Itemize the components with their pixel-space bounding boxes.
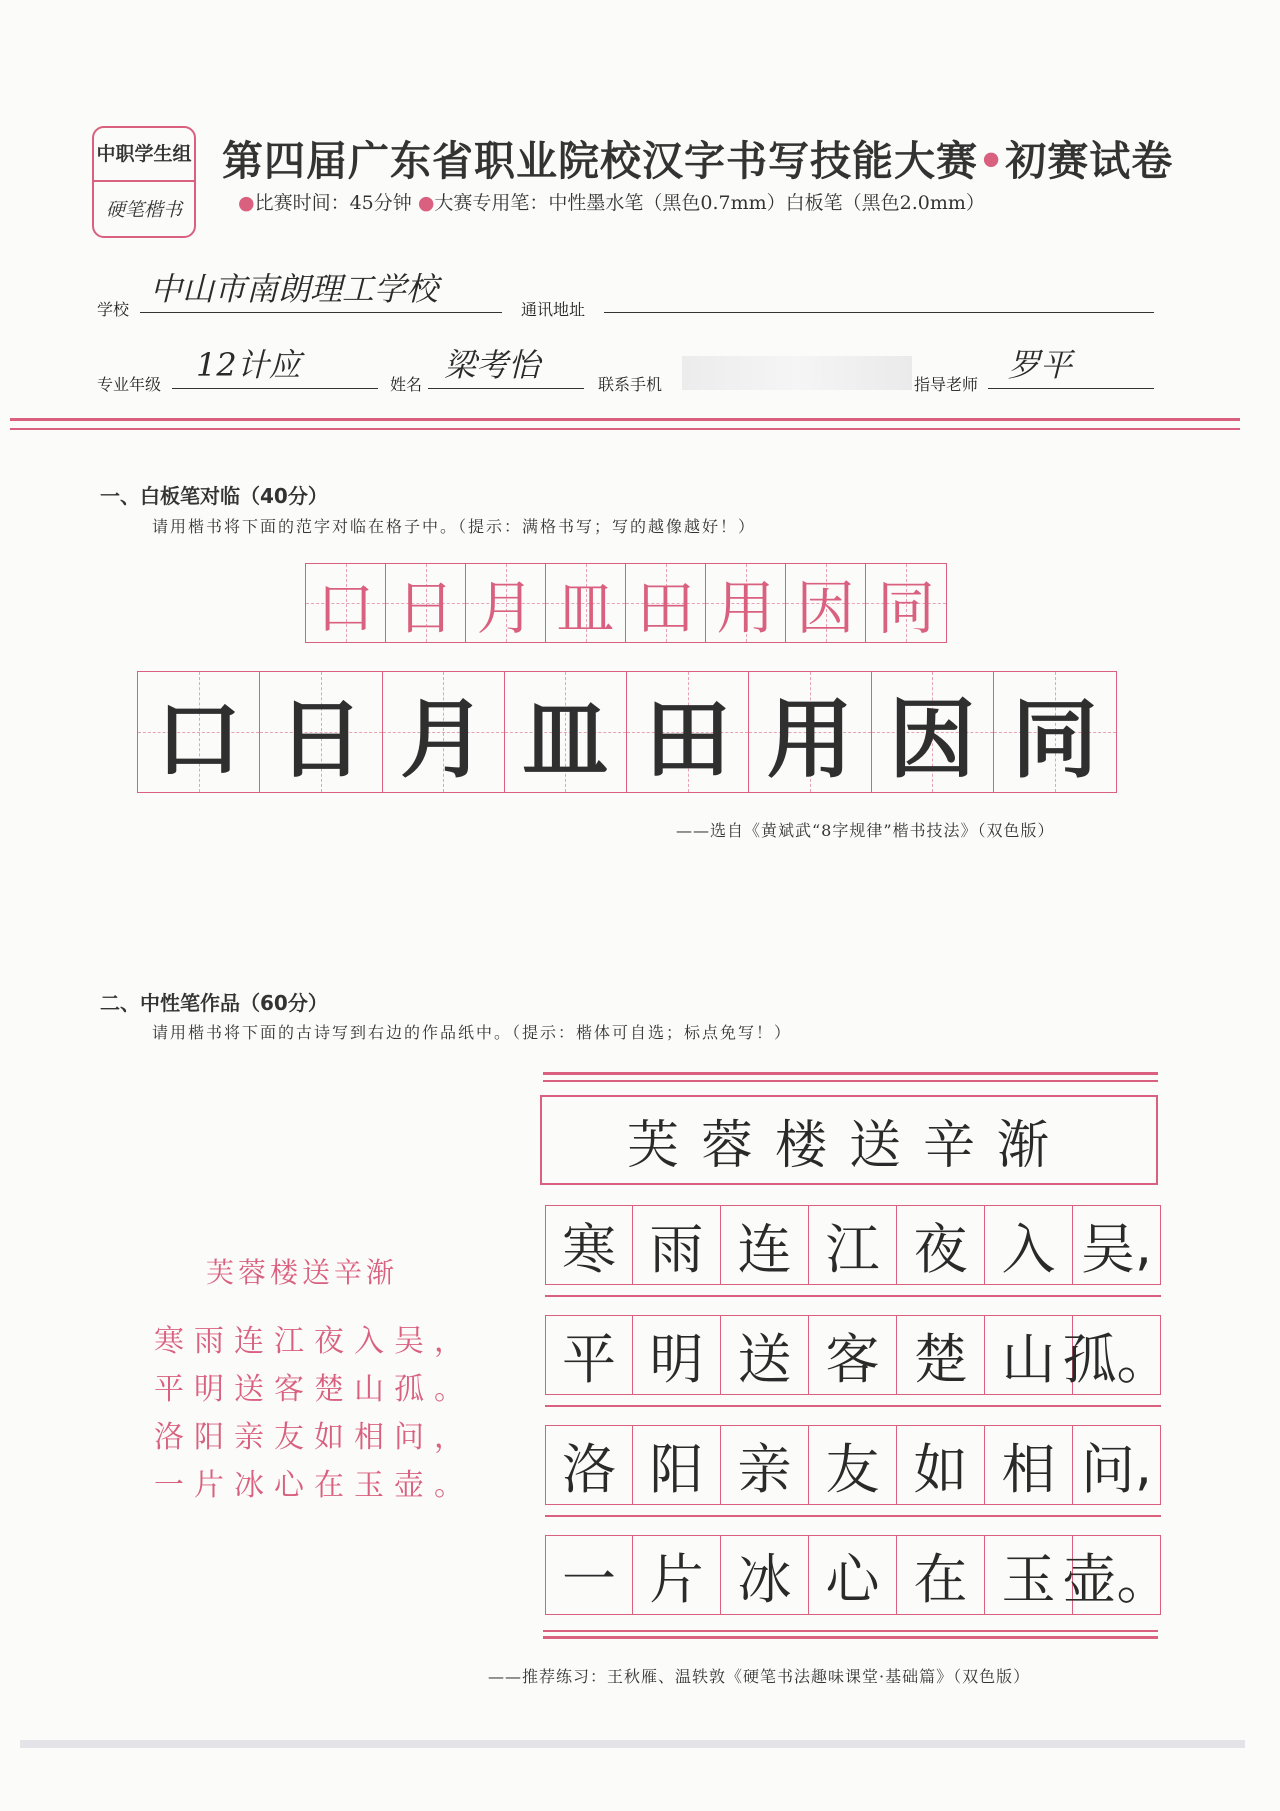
work-top-border <box>543 1072 1158 1075</box>
work-title-box[interactable] <box>540 1095 1158 1185</box>
work-char: 夜 <box>913 1217 968 1281</box>
work-cell[interactable] <box>897 1315 985 1395</box>
model-char: 田 <box>636 574 695 642</box>
address-field[interactable] <box>604 272 1154 313</box>
work-char: 玉 <box>1001 1547 1056 1611</box>
section1-instruction: 请用楷书将下面的范字对临在格子中。（提示：满格书写；写的越像越好！） <box>152 517 757 536</box>
work-cell[interactable] <box>985 1535 1073 1615</box>
section2-citation: ——推荐练习：王秋雁、温轶敦《硬笔书法趣味课堂·基础篇》（双色版） <box>488 1667 1031 1686</box>
model-char: 皿 <box>556 574 615 642</box>
title-dot: • <box>978 137 1006 185</box>
row-separator <box>545 1515 1161 1517</box>
title-part2: 初赛试卷 <box>1005 137 1174 185</box>
work-char: 明 <box>649 1327 704 1391</box>
category-badge <box>92 126 196 238</box>
written-char: 口 <box>155 690 242 790</box>
work-char: 问 <box>1080 1437 1135 1501</box>
written-char: 月 <box>400 690 487 790</box>
bullet-icon: ● <box>238 192 255 214</box>
work-char: 阳 <box>649 1437 704 1501</box>
section1-heading: 一、白板笔对临（40分） <box>100 484 328 508</box>
work-top-border-thin <box>543 1080 1158 1082</box>
exam-info <box>238 188 985 215</box>
header-divider-thin <box>10 428 1240 430</box>
work-cell[interactable] <box>545 1425 633 1505</box>
writing-cell[interactable] <box>627 672 749 792</box>
work-char: 寒 <box>562 1217 616 1281</box>
work-cell[interactable] <box>809 1535 897 1615</box>
work-punct: 。 <box>1116 1327 1171 1391</box>
school-field[interactable] <box>140 272 502 313</box>
exam-time: 比赛时间：45分钟 <box>254 192 412 214</box>
work-cell[interactable] <box>633 1205 721 1285</box>
model-char: 日 <box>396 574 455 642</box>
work-row[interactable] <box>545 1535 1171 1615</box>
work-cell[interactable] <box>721 1425 809 1505</box>
work-char: 洛 <box>562 1437 616 1501</box>
work-char: 相 <box>1001 1437 1056 1501</box>
work-cell[interactable] <box>633 1425 721 1505</box>
written-char: 因 <box>889 690 976 790</box>
phone-label: 联系手机 <box>598 375 663 394</box>
address-label: 通讯地址 <box>521 300 586 319</box>
name-value: 梁考怡 <box>444 346 541 384</box>
work-punct: 。 <box>1116 1547 1171 1611</box>
model-cell <box>386 564 466 642</box>
work-char: 送 <box>737 1327 792 1391</box>
work-char: 片 <box>649 1547 704 1611</box>
work-char: 吴 <box>1080 1217 1135 1281</box>
school-label: 学校 <box>97 300 130 319</box>
bullet-icon: ● <box>417 192 435 214</box>
writing-cell[interactable] <box>138 672 260 792</box>
written-char: 田 <box>644 690 731 790</box>
name-label: 姓名 <box>390 375 423 394</box>
work-char: 入 <box>1001 1217 1056 1281</box>
work-char: 如 <box>913 1437 968 1501</box>
writing-cell[interactable] <box>260 672 382 792</box>
written-char: 日 <box>277 690 364 790</box>
row-separator <box>545 1405 1161 1407</box>
written-char: 用 <box>766 690 853 790</box>
writing-cell[interactable] <box>749 672 871 792</box>
model-cell <box>546 564 626 642</box>
work-char: 在 <box>913 1547 968 1611</box>
section2-heading: 二、中性笔作品（60分） <box>100 991 328 1015</box>
model-cell <box>706 564 786 642</box>
work-char: 冰 <box>737 1547 792 1611</box>
work-cell[interactable] <box>545 1535 633 1615</box>
work-char: 连 <box>737 1217 792 1281</box>
work-cell[interactable] <box>985 1425 1073 1505</box>
work-char: 壶 <box>1062 1547 1117 1611</box>
model-cell <box>306 564 386 642</box>
work-char: 山 <box>1001 1327 1056 1391</box>
work-cell[interactable] <box>545 1205 633 1285</box>
work-char: 雨 <box>649 1217 704 1281</box>
work-cell[interactable] <box>1062 1535 1171 1615</box>
major-value: 12计应 <box>196 346 301 384</box>
work-char: 孤 <box>1062 1327 1117 1391</box>
row-separator <box>545 1295 1161 1297</box>
work-char: 客 <box>825 1327 880 1391</box>
poem-title: 芙蓉楼送辛渐 <box>206 1256 399 1289</box>
model-char: 因 <box>796 574 855 642</box>
model-cell <box>466 564 546 642</box>
written-char: 同 <box>1011 690 1098 790</box>
work-cell[interactable] <box>1073 1425 1161 1505</box>
work-cell[interactable] <box>985 1315 1073 1395</box>
model-char: 月 <box>476 574 535 642</box>
work-row[interactable] <box>545 1425 1161 1505</box>
work-char: 江 <box>825 1217 880 1281</box>
model-cell <box>626 564 706 642</box>
written-char: 皿 <box>522 690 609 790</box>
phone-redacted[interactable] <box>682 356 912 390</box>
model-char: 用 <box>716 574 775 642</box>
poem-line: 洛阳亲友如相问， <box>154 1420 474 1455</box>
page-title <box>222 128 1173 187</box>
work-cell[interactable] <box>633 1535 721 1615</box>
work-cell[interactable] <box>721 1205 809 1285</box>
work-row[interactable] <box>545 1205 1161 1285</box>
work-cell[interactable] <box>1062 1315 1171 1395</box>
work-cell[interactable] <box>721 1315 809 1395</box>
major-field[interactable] <box>172 348 378 389</box>
work-cell[interactable] <box>721 1535 809 1615</box>
work-punct: , <box>1134 1213 1153 1277</box>
badge-bottom: 硬笔楷书 <box>105 199 182 221</box>
model-char: 同 <box>876 574 935 642</box>
teacher-label: 指导老师 <box>914 375 979 394</box>
model-char: 口 <box>316 574 375 642</box>
writing-grid[interactable] <box>137 671 1117 793</box>
name-field[interactable] <box>428 348 584 389</box>
work-punct: , <box>1134 1433 1153 1497</box>
teacher-field[interactable] <box>988 348 1154 389</box>
work-cell[interactable] <box>897 1535 985 1615</box>
section2-instruction: 请用楷书将下面的古诗写到右边的作品纸中。（提示：楷体可自选；标点免写！） <box>152 1023 793 1042</box>
header-divider <box>10 418 1240 421</box>
work-cell[interactable] <box>633 1315 721 1395</box>
badge-top: 中职学生组 <box>94 128 194 182</box>
work-cell[interactable] <box>809 1205 897 1285</box>
writing-cell[interactable] <box>505 672 627 792</box>
poem-line: 寒雨连江夜入吴， <box>154 1324 474 1359</box>
title-part1: 第四届广东省职业院校汉字书写技能大赛 <box>222 137 978 185</box>
work-title: 芙蓉楼送辛渐 <box>626 1115 1071 1176</box>
poem-line: 平明送客楚山孤。 <box>154 1372 474 1407</box>
teacher-value: 罗平 <box>1008 346 1073 384</box>
work-char: 楚 <box>913 1327 968 1391</box>
writing-cell[interactable] <box>872 672 994 792</box>
exam-pens: 大赛专用笔：中性墨水笔（黑色0.7mm）白板笔（黑色2.0mm） <box>434 192 985 214</box>
work-bottom-border <box>543 1636 1158 1639</box>
writing-cell[interactable] <box>994 672 1116 792</box>
work-cell[interactable] <box>809 1315 897 1395</box>
model-cell <box>866 564 946 642</box>
work-cell[interactable] <box>985 1205 1073 1285</box>
model-cell <box>786 564 866 642</box>
work-char: 心 <box>825 1547 880 1611</box>
major-label: 专业年级 <box>97 375 162 394</box>
poem-line: 一片冰心在玉壶。 <box>154 1468 474 1503</box>
work-cell[interactable] <box>897 1205 985 1285</box>
section1-citation: ——选自《黄斌武“8字规律”楷书技法》（双色版） <box>676 821 1055 840</box>
work-cell[interactable] <box>1073 1205 1161 1285</box>
bottom-margin-bar <box>20 1740 1245 1748</box>
work-char: 一 <box>562 1547 616 1611</box>
work-bottom-border-thin <box>543 1630 1158 1632</box>
work-char: 平 <box>562 1327 616 1391</box>
school-value: 中山市南朗理工学校 <box>150 270 439 308</box>
writing-cell[interactable] <box>383 672 505 792</box>
work-char: 亲 <box>737 1437 792 1501</box>
work-cell[interactable] <box>897 1425 985 1505</box>
work-cell[interactable] <box>545 1315 633 1395</box>
work-char: 友 <box>825 1437 880 1501</box>
work-cell[interactable] <box>809 1425 897 1505</box>
work-row[interactable] <box>545 1315 1171 1395</box>
model-char-grid <box>305 563 947 643</box>
